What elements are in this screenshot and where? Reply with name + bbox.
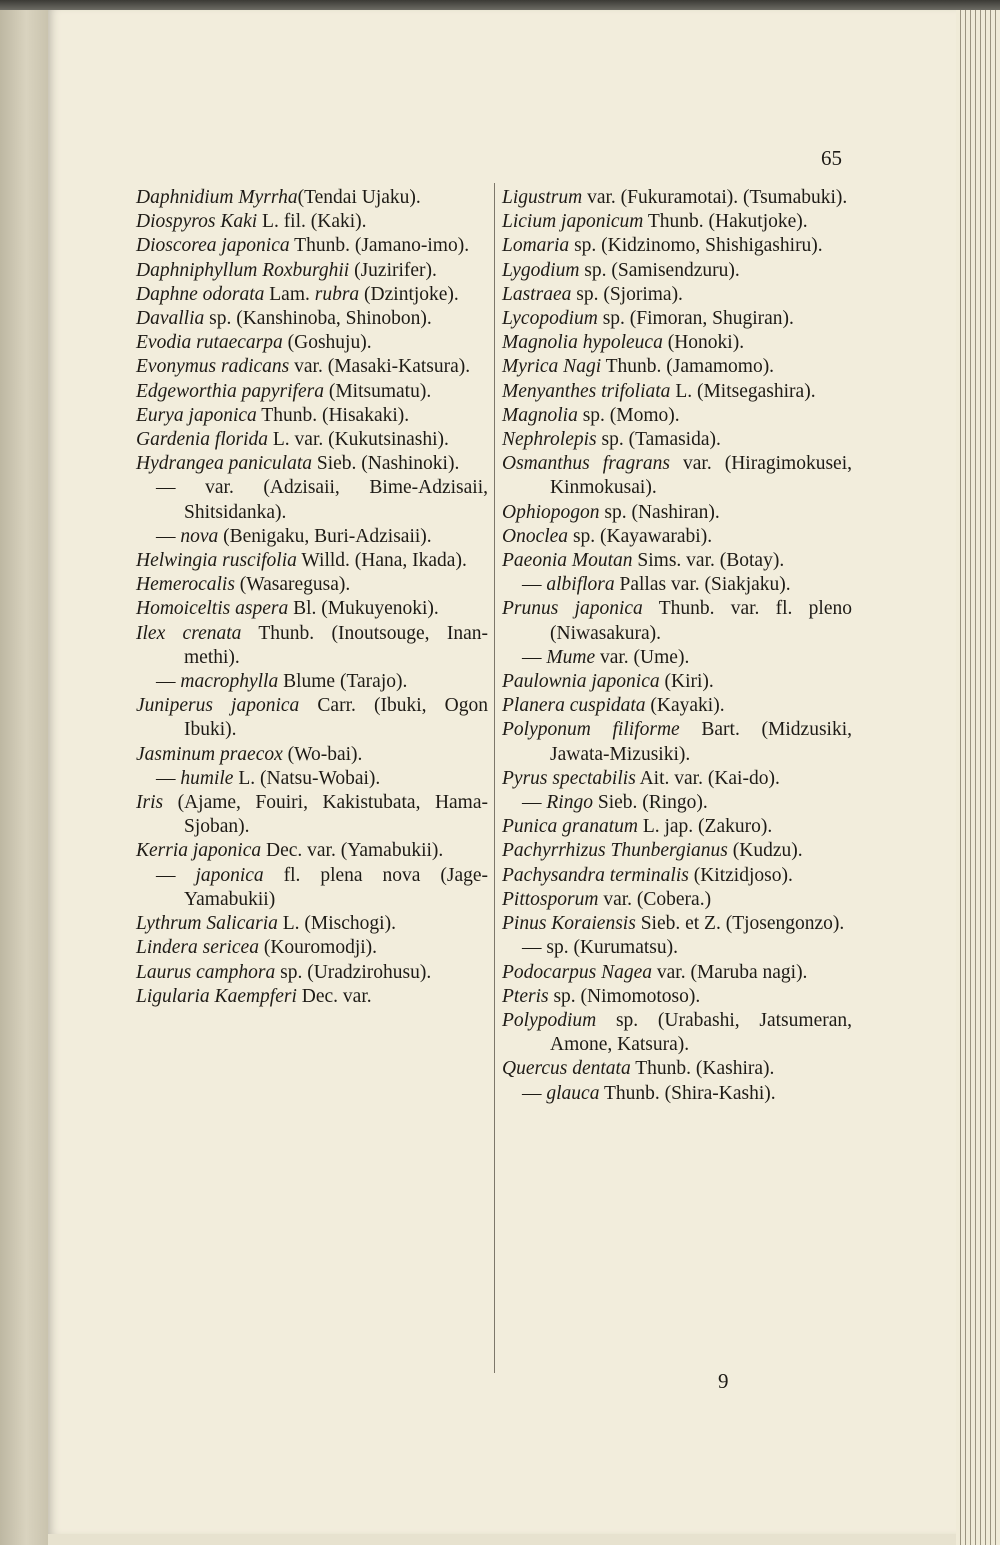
species-entry [502,694,852,718]
species-name: Ligularia Kaempferi [136,985,297,1007]
species-entry [136,549,488,573]
ditto-dash: — [156,767,181,789]
species-entry [136,186,488,210]
species-entry [502,210,852,234]
species-name: Evonymus radicans [136,356,290,378]
species-detail: Dec. var. [296,985,372,1007]
species-name: Homoiceltis aspera [136,598,289,620]
ditto-dash: — [156,864,196,886]
species-name: Ophiopogon [502,501,600,523]
species-entry [136,985,488,1009]
species-entry [502,307,852,331]
species-entry [136,767,488,791]
species-name: Paulownia japonica [502,671,660,693]
species-entry [136,234,488,258]
species-name: Magnolia hypoleuca [502,332,663,354]
species-entry [136,259,488,283]
species-detail: Thunb. (Jamamomo). [601,356,775,378]
species-detail: Pallas var. (Siakjaku). [614,574,791,596]
variety-name: rubra [314,283,360,305]
species-name: macrophylla [180,671,279,693]
species-entry [136,622,488,670]
species-entry [136,331,488,355]
species-detail: Sims. var. (Botay). [632,550,785,572]
species-detail: L. fil. (Kaki). [257,211,367,233]
species-entry [502,888,852,912]
species-entry [502,791,852,815]
species-name: albiflora [546,574,615,596]
species-detail: sp. (Nimomotoso). [548,985,701,1007]
species-name: Daphniphyllum Roxburghii [136,259,350,281]
right-column [502,186,852,1106]
species-name: Onoclea [502,525,569,547]
species-name: Gardenia florida [136,429,268,451]
species-name: nova [180,525,219,547]
species-name: Jasminum praecox [136,743,283,765]
species-detail: var. (Masaki-Katsura). [289,356,471,378]
species-name: Ringo [546,792,593,814]
species-entry [136,597,488,621]
page-stack-edge [956,10,1000,1545]
species-entry [502,718,852,766]
species-name: Prunus japonica [502,598,643,620]
species-entry [502,186,852,210]
species-entry [502,1057,852,1081]
species-name: Lomaria [502,235,570,257]
species-name: Kerria japonica [136,840,262,862]
species-entry [136,864,488,912]
species-detail: sp. (Kidzinomo, Shishigashiru). [569,235,823,257]
species-name: Juniperus japonica [136,695,300,717]
species-name: Laurus camphora [136,961,276,983]
species-detail: Thunb. (Hakutjoke). [643,211,808,233]
species-entry [502,961,852,985]
species-entry [502,985,852,1009]
species-detail: (Tendai Ujaku). [297,187,421,208]
species-entry [502,355,852,379]
ditto-dash: — [156,671,181,693]
species-name: japonica [195,864,264,886]
species-entry [136,839,488,863]
species-entry [502,549,852,573]
ditto-dash: — [522,574,547,596]
species-detail: sp. (Tamasida). [596,429,721,451]
species-detail: (Dzintjoke). [359,283,459,305]
ditto-dash: — [522,792,547,814]
species-detail: Dec. var. (Yamabukii). [261,840,444,862]
species-detail: Thunb. (Kashira). [630,1058,775,1080]
column-divider [494,183,495,1373]
species-name: Hemerocalis [136,574,235,596]
species-detail: Thunb. (Shira-Kashi). [599,1082,776,1104]
species-name: Pittosporum [502,888,599,910]
species-detail: (Kitzidjoso). [688,864,793,886]
species-name: Davallia [136,308,205,330]
ditto-dash: — [522,937,547,959]
species-detail: var. (Cobera.) [598,888,712,910]
species-detail: (Kudzu). [727,840,803,862]
species-name: Lindera sericea [136,937,259,959]
species-entry [502,404,852,428]
species-name: Planera cuspidata [502,695,646,717]
species-detail: fl. plena nova (Jage-Yamabukii) [184,864,488,910]
species-entry [502,525,852,549]
species-detail: L. jap. (Zakuro). [637,816,773,838]
species-detail: sp. (Kayawarabi). [568,525,713,547]
species-name: humile [180,767,234,789]
species-detail: var. (Fukuramotai). (Tsumabuki). [582,187,848,208]
species-entry [502,1009,852,1057]
left-column [136,186,488,1009]
species-name: Menyanthes trifoliata [502,380,671,402]
species-detail: L. (Mischogi). [277,913,396,935]
species-entry [502,452,852,500]
species-name: Osmanthus fragrans [502,453,670,475]
species-entry [502,646,852,670]
species-name: Dioscorea japonica [136,235,290,257]
species-name: Iris [136,792,164,814]
species-entry [136,404,488,428]
species-entry [136,670,488,694]
species-detail: Sieb. (Ringo). [592,792,708,814]
species-detail: Thunb. var. fl. pleno (Niwasakura). [550,598,852,644]
species-name: Magnolia [502,404,578,426]
species-name: Edgeworthia papyrifera [136,380,324,402]
species-detail: (Kouromodji). [258,937,378,959]
species-detail: Willd. (Hana, Ikada). [296,550,467,572]
species-detail: Ait. var. (Kai-do). [635,767,780,789]
species-entry [136,573,488,597]
species-entry [502,864,852,888]
species-entry [502,936,852,960]
species-entry [502,234,852,258]
species-entry [136,743,488,767]
species-entry [136,452,488,476]
species-entry [136,525,488,549]
species-detail: Carr. (Ibuki, Ogon Ibuki). [184,695,488,741]
species-entry [136,961,488,985]
species-entry [136,791,488,839]
species-name: Quercus dentata [502,1058,631,1080]
species-name: Pinus Koraiensis [502,913,636,935]
species-detail: (Wo-bai). [282,743,363,765]
book-gutter [0,10,48,1545]
species-detail: var. (Hiragimokusei, Kinmokusai). [550,453,852,499]
species-detail: (Ajame, Fouiri, Kakistubata, Hama-Sjoban). [163,792,488,838]
species-name: Evodia rutaecarpa [136,332,283,354]
species-detail: sp. (Kanshinoba, Shinobon). [204,308,432,330]
species-detail: (Mitsumatu). [323,380,432,402]
page-number: 65 [821,146,842,170]
species-detail: sp. (Kurumatsu). [546,937,678,959]
species-name: Punica granatum [502,816,638,838]
species-entry [502,573,852,597]
scan-top-edge [0,0,1000,10]
species-detail: Bart. (Midzusiki, Jawata-Mizusiki). [550,719,852,765]
species-name: Ilex crenata [136,622,242,644]
species-detail: Thunb. (Jamano-imo). [289,235,470,257]
species-detail: Bl. (Mukuyenoki). [288,598,439,620]
species-name: Daphne odorata [136,283,265,305]
species-entry [502,428,852,452]
species-entry [502,815,852,839]
species-name: Lastraea [502,283,572,305]
ditto-dash: — [156,525,181,547]
species-entry [136,912,488,936]
species-detail: (Honoki). [662,332,745,354]
species-detail: sp. (Fimoran, Shugiran). [597,308,794,330]
species-name: Ligustrum [502,187,583,208]
species-name: Podocarpus Nagea [502,961,653,983]
species-detail: (Kiri). [659,671,714,693]
species-entry [502,839,852,863]
species-entry [502,501,852,525]
species-detail: (Juzirifer). [349,259,437,281]
species-entry [136,307,488,331]
species-entry [502,912,852,936]
ditto-dash: — [522,646,547,668]
species-name: Pteris [502,985,549,1007]
species-detail: L. var. (Kukutsinashi). [268,429,449,451]
species-detail: Thunb. (Inoutsouge, Inan-methi). [184,622,488,668]
species-name: Polyponum filiforme [502,719,680,741]
species-detail: var. (Adzisaii, Bime-Adzisaii, Shitsidanka). [184,477,489,523]
species-detail: (Wasaregusa). [234,574,351,596]
species-detail: (Benigaku, Buri-Adzisaii). [218,525,432,547]
species-name: Lygodium [502,259,580,281]
species-entry [136,936,488,960]
species-entry [502,670,852,694]
species-detail: sp. (Sjorima). [571,283,683,305]
species-name: Polypodium [502,1009,597,1031]
species-entry [502,380,852,404]
species-entry [136,380,488,404]
species-detail: (Kayaki). [645,695,725,717]
species-detail: (Goshuju). [282,332,372,354]
species-name: Paeonia Moutan [502,550,633,572]
species-detail: sp. (Uradzirohusu). [275,961,432,983]
species-detail: L. (Mitsegashira). [670,380,816,402]
species-detail: sp. (Nashiran). [599,501,720,523]
species-detail: Thunb. (Hisakaki). [256,404,410,426]
species-name: Pyrus spectabilis [502,767,636,789]
species-detail: var. (Ume). [595,646,690,668]
species-entry [502,331,852,355]
species-name: Helwingia ruscifolia [136,550,297,572]
species-entry [502,767,852,791]
species-name: Pachysandra terminalis [502,864,689,886]
species-name: Hydrangea paniculata [136,453,313,475]
species-detail: sp. (Momo). [577,404,680,426]
species-entry [136,355,488,379]
species-detail: Blume (Tarajo). [278,671,408,693]
species-entry [136,283,488,307]
species-name: Mume [546,646,596,668]
species-entry [502,1082,852,1106]
species-name: Myrica Nagi [502,356,602,378]
species-detail: L. (Natsu-Wobai). [233,767,381,789]
species-name: Lythrum Salicaria [136,913,278,935]
species-detail: Sieb. (Nashinoki). [312,453,460,475]
species-detail: sp. (Urabashi, Jatsumeran, Amone, Katsura). [550,1009,852,1056]
species-detail: Sieb. et Z. (Tjosengonzo). [635,913,845,935]
signature-mark: 9 [718,1369,729,1393]
species-name: Lycopodium [502,308,598,330]
species-name: glauca [546,1082,600,1104]
ditto-dash: — [522,1082,547,1104]
ditto-dash: — [156,477,206,499]
species-entry [136,428,488,452]
species-detail: sp. (Samisendzuru). [579,259,740,281]
species-detail: var. (Maruba nagi). [652,961,808,983]
species-entry [136,694,488,742]
species-name: Licium japonicum [502,211,644,233]
species-name: Eurya japonica [136,404,257,426]
species-entry [502,283,852,307]
species-name: Pachyrrhizus Thunbergianus [502,840,728,862]
species-name: Diospyros Kaki [136,211,258,233]
species-name: Nephrolepis [502,429,597,451]
species-name: Daphnidium Myrrha [136,187,298,208]
species-entry [502,259,852,283]
species-entry [136,476,488,524]
species-entry [136,210,488,234]
species-entry [502,597,852,645]
species-detail: Lam. [264,283,315,305]
